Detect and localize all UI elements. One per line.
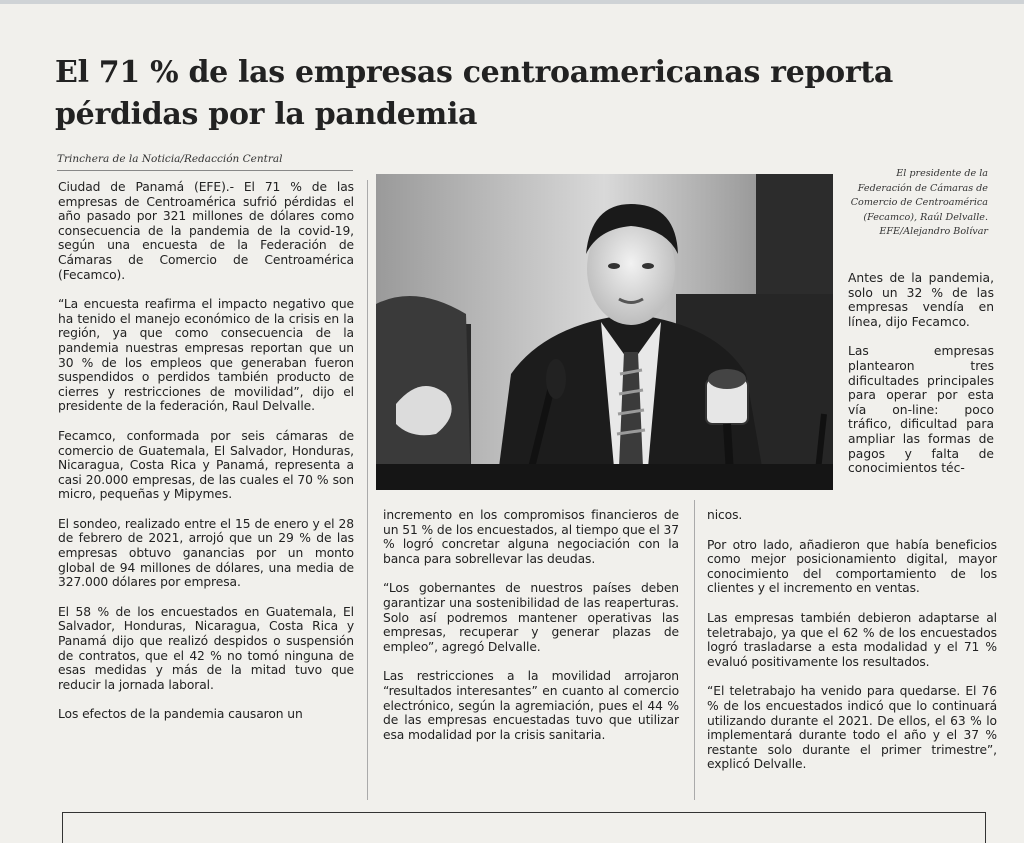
delvalle-photo-illustration: [376, 174, 833, 490]
column-divider: [367, 180, 368, 800]
paragraph: Antes de la pandemia, solo un 32 % de las empresas vendía en línea, dijo Fecamco.: [848, 271, 994, 329]
paragraph: Los efectos de la pandemia causaron un: [58, 707, 303, 722]
article-column-3-top: [848, 271, 994, 491]
paragraph: “Los gobernantes de nuestros países deben garantizar una sostenibilidad de las reaperturas. Solo así podremos mantener operativas las empresas, recuperar y generar plazas de empleo”, agregó Delvalle.: [383, 581, 679, 654]
paragraph: Fecamco, conformada por seis cámaras de comercio de Guatemala, El Salvador, Honduras, Nicaragua, Costa Rica y Panamá, representa a casi 20.000 empresas, de las cuales el 70 % son micro, pequeñas y Mipymes.: [58, 428, 354, 502]
paragraph: El 58 % de los encuestados en Guatemala, El Salvador, Honduras, Nicaragua, Costa Rica y Panamá dijo que realizó despidos o suspensión de contratos, que el 42 % no tomó ninguna de esas medidas y más de la mitad tuvo que reducir la jornada laboral.: [58, 604, 354, 692]
paragraph: Por otro lado, añadieron que había beneficios como mejor posicionamiento digital, mayor conocimiento del comportamiento de los clientes y el incremento en ventas.: [707, 537, 997, 596]
paragraph: Las empresas también debieron adaptarse al teletrabajo, ya que el 62 % de los encuestados logró trasladarse a esta modalidad y el 71 % evaluó positivamente los resultados.: [707, 610, 997, 669]
paragraph: nicos.: [707, 508, 743, 522]
column-divider: [694, 500, 695, 800]
paragraph: incremento en los compromisos financieros de un 51 % de los encuestados, al tiempo que el 37 % logró concretar alguna negociación con la banca para sobrellevar las deudas.: [383, 508, 679, 566]
article-column-2: [383, 508, 679, 757]
article-headline: El 71 % de las empresas centroamericanas reporta pérdidas por la pandemia: [55, 55, 894, 132]
photo-caption: El presidente de la Federación de Cámaras de Comercio de Centroamérica (Fecamco), Raúl Delvalle. EFE/Alejandro Bolívar: [850, 168, 988, 238]
paragraph: “El teletrabajo ha venido para quedarse. El 76 % de los encuestados indicó que lo continuará utilizando durante el 2021. De ellos, el 63 % lo implementará durante todo el año y el 37 % restante solo durante el primer trimestre”, explicó Delvalle.: [707, 684, 997, 772]
paragraph: “La encuesta reafirma el impacto negativo que ha tenido el manejo económico de la crisis en la región, ya que como consecuencia de la pandemia nuestras empresas reportan que un 30 % de los empleos que generaban fueron suspendidos o perdidos también producto de cierres y restricciones de movilidad”, dijo el presidente de la federación, Raul Delvalle.: [58, 297, 354, 414]
byline-rule: [57, 170, 353, 171]
page-top-edge: [0, 0, 1024, 4]
paragraph: El sondeo, realizado entre el 15 de enero y el 28 de febrero de 2021, arrojó que un 29 % de las empresas obtuvo ganancias por un monto global de 94 millones de dólares, una media de 327.000 dólares por empresa.: [58, 516, 354, 590]
next-article-box: [62, 812, 986, 843]
paragraph: Ciudad de Panamá (EFE).- El 71 % de las empresas de Centroamérica sufrió pérdidas el año pasado por 321 millones de dólares como consecuencia de la pandemia de la covid-19, según una encuesta de la Federación de Cámaras de Comercio de Centroamérica (Fecamco).: [58, 180, 354, 282]
article-byline: Trinchera de la Noticia/Redacción Central: [57, 153, 283, 165]
paragraph: Las restricciones a la movilidad arrojaron “resultados interesantes” en cuanto al comercio electrónico, según la agremiación, pues el 44 % de las empresas encuestadas tuvo que utilizar esa modalidad por la crisis sanitaria.: [383, 669, 679, 742]
article-column-3: [707, 508, 997, 787]
paragraph: Las empresas plantearon tres dificultades principales para operar por esta vía on-line: poco tráfico, dificultad para ampliar las formas de pagos y falta de conocimientos téc-: [848, 344, 994, 476]
article-column-1: [58, 180, 354, 737]
article-photo: [376, 174, 833, 490]
